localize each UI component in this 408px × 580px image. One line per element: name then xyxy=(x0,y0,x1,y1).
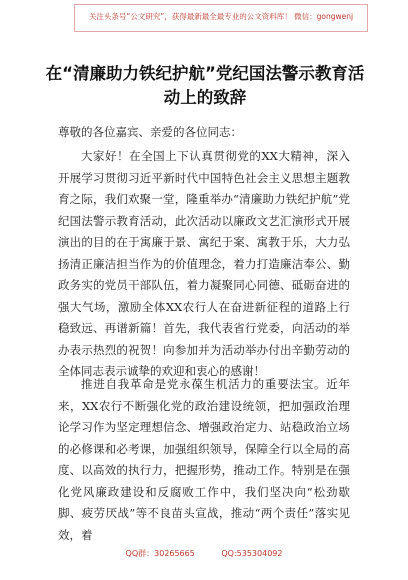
paragraph-1: 大家好！在全国上下认真贯彻党的XX大精神，深入开展学习贯彻习近平新时代中国特色社会主义思想主题教育之际，我们欢聚一堂，隆重举办“清廉助力铁纪护航”党纪国法警示教育活动，此次活动以廉政文艺汇演形式开展演出的目的在于寓廉于景、寓纪于案、寓教于乐，大力弘扬清正廉洁担当作为的价值理念，着力打造廉洁奉公、勤政务实的党员干部队伍，着力凝聚同心同德、砥砺奋进的强大气场，激励全体XX农行人在奋进新征程的道路上行稳致远、再谱新篇！首先，我代表省行党委，向活动的举办表示热烈的祝贺！向参加并为活动举办付出辛勤劳动的全体同志表示诚挚的欢迎和衷心的感谢！ xyxy=(58,149,350,378)
document-title: 在“清廉助力铁纪护航”党纪国法警示教育活动上的致辞 xyxy=(45,64,365,107)
footer-qq-group: QQ群：30265665 xyxy=(125,549,195,558)
paragraph-2: 推进自我革命是党永葆生机活力的重要法宝。近年来，XX农行不断强化党的政治建设统领，把加强政治理论学习作为坚定理想信念、增强政治定力、站稳政治立场的必修课和必考课，加强组织领导，保障全行以全局的高度、以高效的执行力，把握形势，推动工作。特别是在强化党风廉政建设和反腐败工作中，我们坚决向“松劲歇脚、疲劳厌战”等不良苗头宣战，推动“两个责任”落实见效，着 xyxy=(58,377,350,542)
footer-contact xyxy=(0,548,408,559)
footer-qq: QQ:535304092 xyxy=(221,549,283,558)
salutation: 尊敬的各位嘉宾、亲爱的各位同志： xyxy=(58,125,242,139)
promo-banner-text: 关注头条号“公文研究”，获得最新最全最专业的公文资料库！ 微信：gongwenj xyxy=(88,12,354,21)
promo-banner[interactable] xyxy=(74,4,368,32)
